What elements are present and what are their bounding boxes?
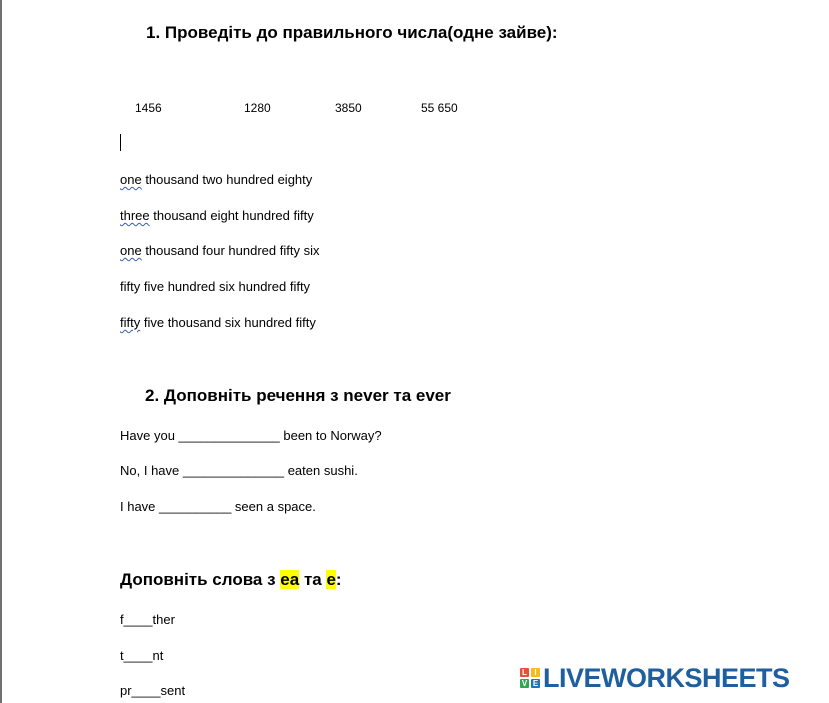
section3-title-text: та — [299, 570, 327, 589]
phrase-rest: thousand two hundred eighty — [141, 172, 313, 187]
phrase-first-word: fifty — [120, 315, 141, 330]
number-option[interactable]: 3850 — [335, 101, 362, 115]
highlight-e: e — [326, 570, 336, 589]
number-phrase[interactable] — [120, 279, 310, 294]
section1-title: 1. Проведіть до правильного числа(одне зайве): — [146, 23, 558, 42]
phrase-first-word: one — [120, 172, 142, 187]
number-option[interactable]: 55 650 — [421, 101, 458, 115]
logo-mark-letter: V — [521, 679, 528, 688]
word-with-blank[interactable]: f____ther — [120, 612, 175, 627]
phrase-rest: thousand four hundred fifty six — [141, 243, 320, 258]
phrase-first-word: one — [120, 243, 142, 258]
sentence-with-blank[interactable]: No, I have ______________ eaten sushi. — [120, 463, 358, 478]
page-left-border — [0, 0, 2, 703]
section3-title — [120, 570, 342, 590]
number-phrase[interactable] — [120, 208, 314, 223]
text-cursor — [120, 134, 121, 151]
phrase-rest: thousand eight hundred fifty — [149, 208, 314, 223]
section3-title-text: : — [335, 570, 342, 589]
logo-mark-letter: L — [520, 668, 529, 677]
sentence-with-blank[interactable]: I have __________ seen a space. — [120, 499, 316, 514]
logo-mark-icon — [520, 668, 540, 688]
phrase-rest: five hundred six hundred fifty — [140, 279, 311, 294]
highlight-ea: ea — [280, 570, 300, 589]
number-phrase[interactable] — [120, 243, 319, 258]
word-with-blank[interactable]: t____nt — [120, 648, 164, 663]
number-phrase[interactable] — [120, 172, 312, 187]
phrase-first-word: three — [120, 208, 150, 223]
section3-title-text: Доповніть слова з — [120, 570, 281, 589]
word-with-blank[interactable]: pr____sent — [120, 683, 186, 698]
phrase-first-word: fifty — [120, 279, 141, 294]
phrase-rest: five thousand six hundred fifty — [140, 315, 316, 330]
liveworksheets-logo — [520, 662, 790, 694]
sentence-with-blank[interactable]: Have you ______________ been to Norway? — [120, 428, 382, 443]
logo-text: LIVEWORKSHEETS — [543, 662, 790, 693]
section2-title: 2. Доповніть речення з never та ever — [145, 386, 451, 405]
logo-mark-letter: I — [531, 668, 540, 677]
number-option[interactable]: 1280 — [244, 101, 271, 115]
logo-mark-letter: E — [532, 679, 539, 688]
number-option[interactable]: 1456 — [135, 101, 162, 115]
number-phrase[interactable] — [120, 315, 316, 330]
